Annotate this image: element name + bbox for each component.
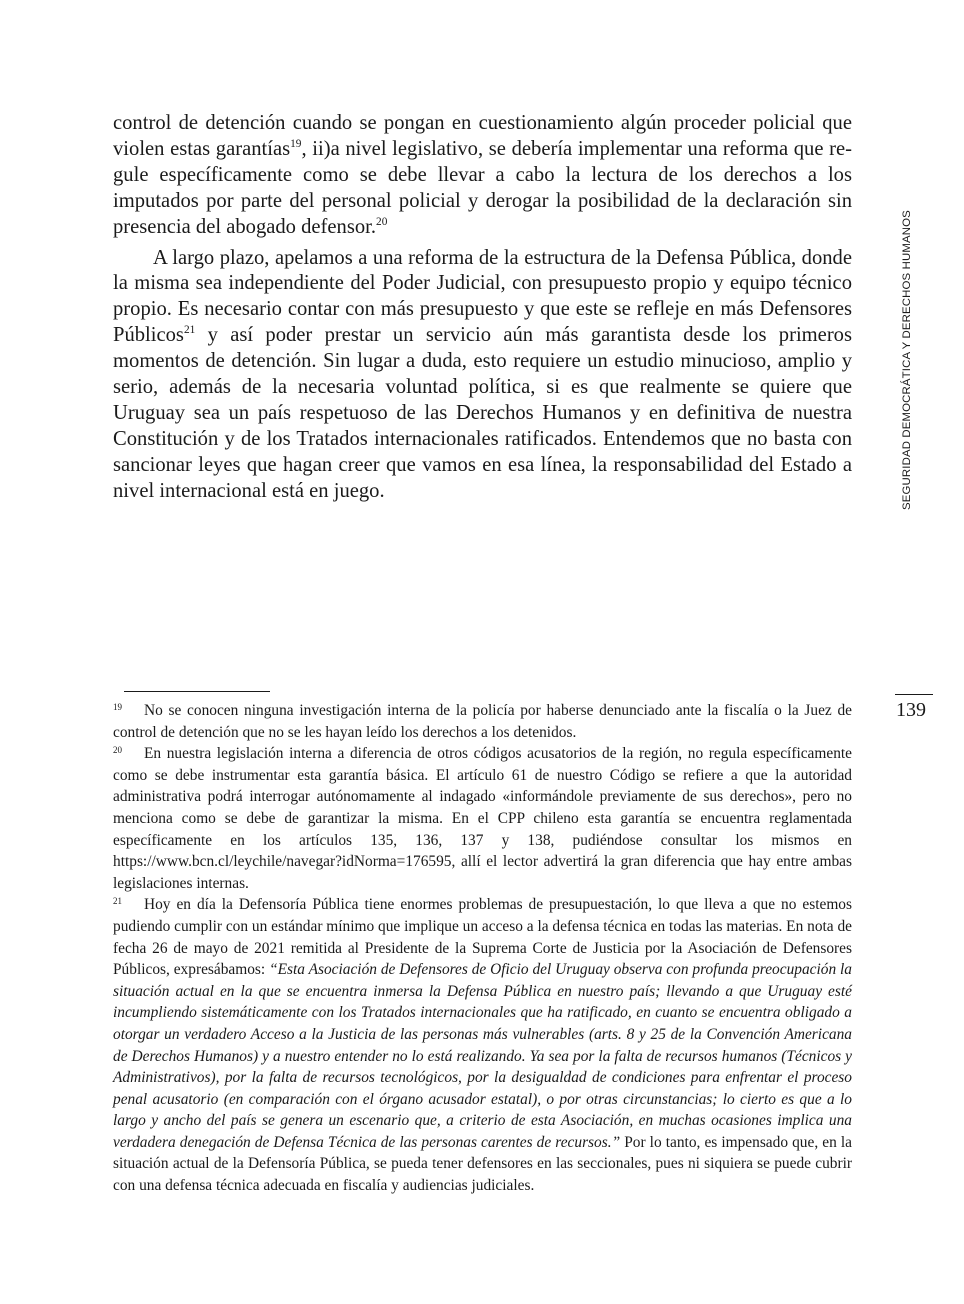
footnote-text: Hoy en día la Defensoría Pública tiene enormes problemas de presupuestación, lo que lleva a que no estemos pudiendo cumplir con un estándar mínimo que implique un acceso a la defensa técnica en todas las materias. En nota de fecha 26 de mayo de 2021 remitida al Presidente de la Suprema Corte de Justicia por la Asociación de Defensores Públicos, expresábamos: — [113, 896, 852, 979]
footnote-number: 20 — [113, 745, 122, 756]
main-text — [113, 111, 852, 505]
running-title: SEGURIDAD DEMOCRÁTICA Y DERECHOS HUMANOS — [901, 210, 913, 510]
footnote-20 — [113, 743, 852, 894]
footnote-quote: “Esta Asociación de Defensores de Oficio del Uruguay observa con profunda preocupación la situación actual en la que se encuentra inmersa la Defensa Pública en nuestro país; llevando a que Uruguay esté incumpliendo sistemáticamente con los Tratados internacionales que ha ratificado, en cuanto se encuentra obligado a otorgar un verdadero Acceso a la Justicia de las personas más vulnerables (arts. 8 y 25 de la Convención Americana de Derechos Humanos) y a nuestro entender no lo está realizando. Ya sea por la falta de recursos humanos (Técnicos y Administrativos), por la falta de recursos tecnológicos, por la desigualdad de condiciones para enfrentar el proceso penal acusatorio (en comparación con el órgano acusador estatal), o por otras circunstancias; lo cierto es que a lo largo y ancho del país se genera un escenario que, a criterio de esta Asociación, en muchas ocasiones implica una verdadera denegación de Defensa Técnica de las personas carentes de recursos.” — [113, 961, 852, 1151]
footnote-ref-20[interactable]: 20 — [376, 215, 388, 228]
footnote-21 — [113, 894, 852, 1196]
footnote-text: En nuestra legislación interna a diferencia de otros códigos acusatorios de la región, no regula específicamente como se debe instrumentar esta garantía básica. El artículo 61 de nuestro Código se refiere a que la autoridad administrativa podrá interrogar autónomamente al indagado «informándole previamente de sus derechos», pero no menciona como se debe de garantizar la misma. En el CPP chileno esta garantía se encuentra reglamentada específicamente en los artículos 135, 136, 137 y 138, pudiéndose consultar los mismos en https://www.bcn.cl/leychile/navegar?idNorma=176595, allí el lector advertirá la gran diferencia que hay entre ambas legislaciones internas. — [113, 745, 852, 892]
page-number-rule — [895, 694, 933, 695]
paragraph-2-text-a: A largo plazo, apelamos a una reforma de la estructura de la Defensa Pública, donde la misma sea independiente del Poder Judicial, con presupuesto propio y equipo técnico propio. Es necesario contar con más presupuesto y que este se refleje en más Defensores Públicos — [113, 246, 852, 347]
footnote-ref-21[interactable]: 21 — [183, 324, 196, 337]
footnote-number: 21 — [113, 896, 122, 907]
footnote-ref-19[interactable]: 19 — [290, 138, 302, 151]
footnote-divider — [124, 691, 270, 692]
footnote-number: 19 — [113, 702, 122, 712]
footnote-text-continued: Por lo tanto, es impensado que, en la situación actual de la Defensoría Pública, se pueda tener defensores en las seccionales, pues ni siquiera se puede cubrir con una defensa técnica adecuada en fiscalía y audiencias judiciales. — [113, 1133, 852, 1195]
paragraph-2 — [113, 246, 852, 505]
paragraph-1-text-a: control de detención cuando se pongan en cuestionamiento algún proceder policial que violen estas garantías — [113, 112, 852, 160]
paragraph-1 — [113, 111, 852, 241]
footnote-19 — [113, 700, 852, 743]
paragraph-2-text-b: y así poder prestar un servicio aún más garantista desde los primeros momentos de detención. Sin lugar a duda, esto requiere un estudio minucioso, amplio y serio, además de la necesaria voluntad política, si es que realmente se quiere que Uruguay sea un país respetuoso de las Derechos Humanos y en definitiva de nuestra Constitución y de los Tratados internacionales ratificados. Entendemos que no basta con sancionar leyes que hagan creer que vamos en esa línea, la responsabilidad del Estado a nivel internacional está en juego. — [113, 324, 852, 502]
page-number: 139 — [896, 699, 926, 721]
paragraph-1-text-b: , ii)a nivel legislativo, se debería implementar una reforma que regule específicamente como se debe llevar a cabo la lectura de los derechos a los imputados por parte del personal policial y derogar la posibilidad de la declaración sin presencia del abogado defensor. — [113, 137, 852, 238]
footnotes — [113, 700, 852, 1197]
footnote-text: No se conocen ninguna investigación interna de la policía por haberse denunciado ante la fiscalía o la Juez de control de detención que no se les hayan leído los derechos a los detenidos. — [113, 702, 852, 741]
